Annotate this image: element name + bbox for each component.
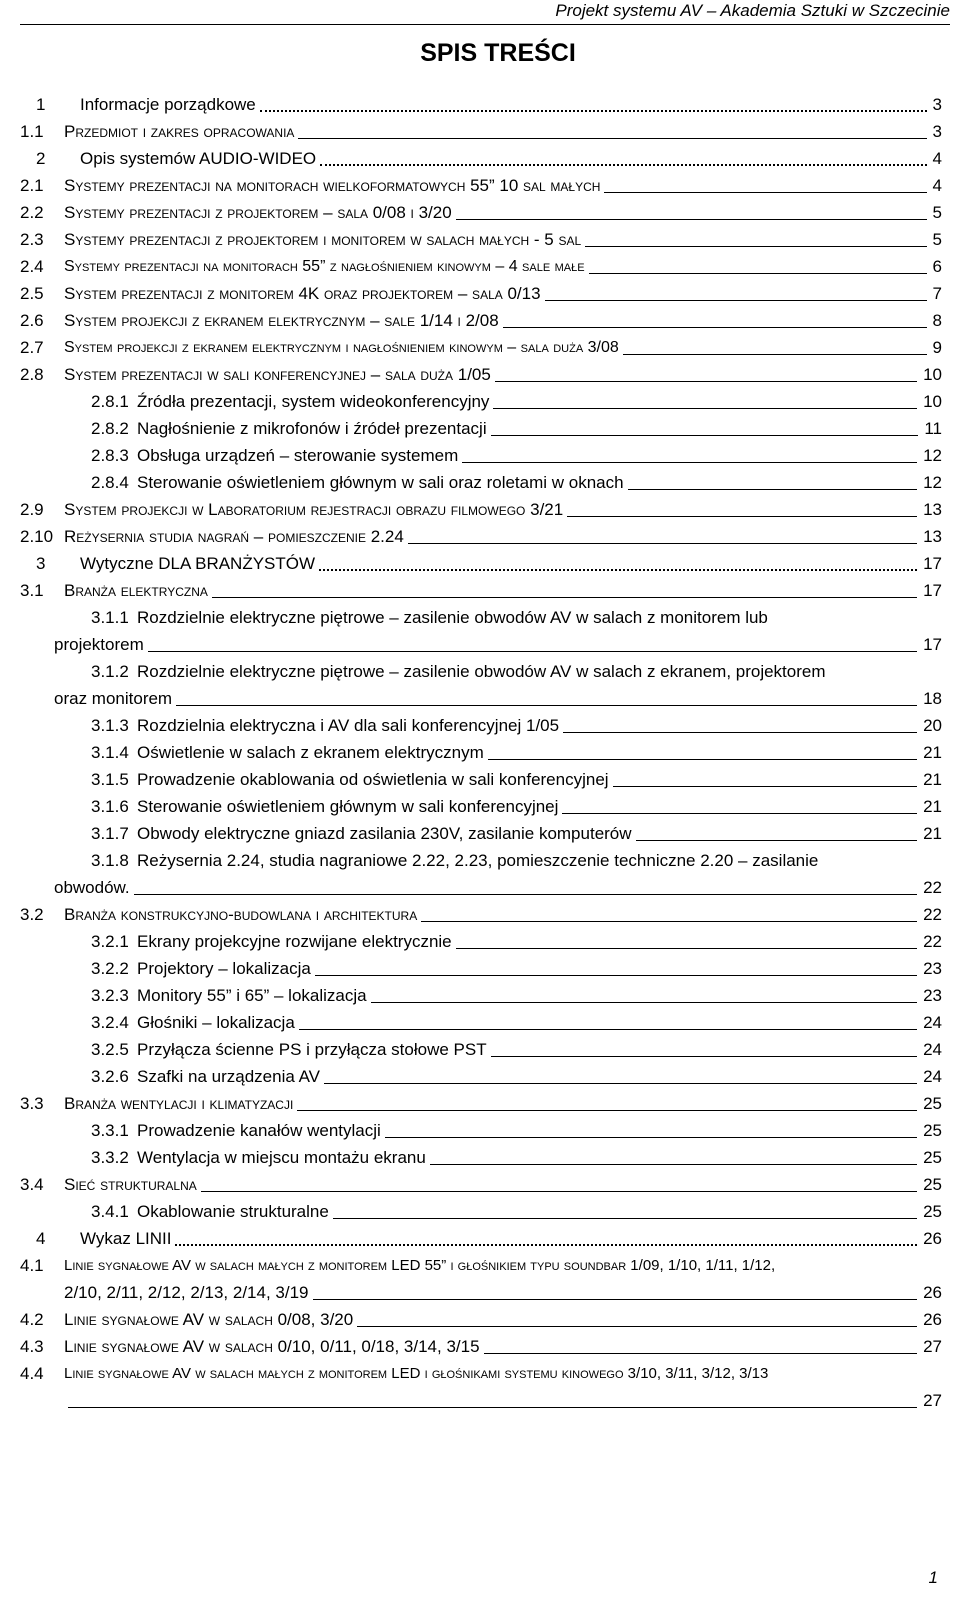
toc-entry[interactable] [0, 820, 942, 847]
toc-entry-title-continued: obwodów. [54, 878, 130, 897]
toc-entry-number: 3.2.4 [91, 1013, 129, 1032]
toc-entry-title: Rozdzielnie elektryczne piętrowe – zasilenie obwodów AV w salach z monitorem lub [137, 608, 768, 627]
toc-entry[interactable] [0, 604, 942, 658]
toc-entry-page: 21 [923, 797, 942, 816]
toc-leader [493, 388, 917, 409]
toc-leader [636, 820, 918, 841]
toc-entry-title: Sterowanie oświetleniem głównym w sali oraz roletami w oknach [137, 473, 624, 492]
toc-entry-page: 13 [923, 527, 942, 546]
toc-entry-title: Sieć strukturalna [64, 1175, 197, 1194]
toc-leader [563, 712, 917, 733]
toc-entry-page: 25 [923, 1121, 942, 1140]
toc-entry-number: 2.4 [20, 257, 44, 276]
toc-entry-page: 22 [923, 905, 942, 924]
toc-entry[interactable] [0, 1144, 942, 1171]
toc-leader [613, 766, 918, 787]
toc-leader [176, 685, 917, 706]
toc-entry-title: Wentylacja w miejscu montażu ekranu [137, 1148, 426, 1167]
toc-entry-line [0, 955, 942, 982]
toc-leader [385, 1117, 917, 1138]
toc-entry[interactable] [0, 658, 942, 712]
toc-entry[interactable] [0, 118, 942, 145]
toc-leader [491, 415, 919, 436]
toc-entry-number: 3.4.1 [91, 1202, 129, 1221]
toc-leader [628, 469, 917, 490]
toc-leader [562, 793, 917, 814]
toc-entry-title: Okablowanie strukturalne [137, 1202, 329, 1221]
toc-entry-line [0, 442, 942, 469]
toc-entry-line [0, 1063, 942, 1090]
toc-entry-number: 4 [36, 1229, 46, 1248]
toc-entry-title: Opis systemów AUDIO-WIDEO [80, 149, 317, 168]
toc-entry[interactable] [0, 766, 942, 793]
toc-entry[interactable] [0, 415, 942, 442]
toc-entry[interactable] [0, 550, 942, 577]
toc-title [0, 36, 960, 70]
toc-entry[interactable] [0, 280, 942, 307]
toc-entry-line [0, 469, 942, 496]
toc-entry[interactable] [0, 1198, 942, 1225]
toc-leader [488, 739, 917, 760]
header-rule [20, 24, 950, 25]
toc-entry-line [0, 334, 942, 361]
toc-entry-page: 23 [923, 986, 942, 1005]
toc-entry-title: Branża konstrukcyjno-budowlana i architektura [64, 905, 418, 924]
toc-entry-page: 3 [932, 95, 942, 114]
toc-entry-title: System projekcji z ekranem elektrycznym i nagłośnieniem kinowym – sala duża 3/08 [64, 339, 619, 356]
toc-entry-line [0, 388, 942, 415]
toc-entry-page: 21 [923, 824, 942, 843]
toc-entry-number: 2.1 [20, 176, 44, 195]
toc-entry-number: 2.3 [20, 230, 44, 249]
toc-entry-line [0, 1117, 942, 1144]
toc-entry-title: Linie sygnałowe AV w salach 0/08, 3/20 [64, 1310, 354, 1329]
toc-entry-page: 7 [932, 284, 942, 303]
toc-entry-page: 24 [923, 1013, 942, 1032]
toc-title-text: SPIS TREŚCI [420, 39, 576, 67]
toc-entry-page: 25 [923, 1094, 942, 1113]
toc-entry-number: 3.1.5 [91, 770, 129, 789]
toc-entry-number: 2.6 [20, 311, 44, 330]
toc-entry-number: 1.1 [20, 122, 44, 141]
toc-entry[interactable] [0, 712, 942, 739]
toc-entry[interactable] [0, 1225, 942, 1252]
toc-entry-page: 27 [923, 1337, 942, 1356]
toc-entry[interactable] [0, 523, 942, 550]
toc-leader [430, 1144, 917, 1165]
toc-entry-page: 11 [924, 419, 942, 438]
toc-entry[interactable] [0, 361, 942, 388]
toc-entry-line [0, 1009, 942, 1036]
toc-entry-line [0, 1144, 942, 1171]
toc-entry-number: 2.2 [20, 203, 44, 222]
toc-entry-line [0, 793, 942, 820]
toc-entry-title: Szafki na urządzenia AV [137, 1067, 321, 1086]
toc-entry-page: 22 [923, 932, 942, 951]
toc-entry[interactable] [0, 496, 942, 523]
toc-leader [260, 91, 927, 112]
toc-entry-title: Głośniki – lokalizacja [137, 1013, 295, 1032]
toc-leader [604, 172, 926, 193]
toc-leader [567, 496, 917, 517]
toc-entry-number: 2 [36, 149, 46, 168]
toc-entry-page: 17 [923, 635, 942, 654]
running-header: Projekt systemu AV – Akademia Sztuki w Szczecinie [555, 1, 950, 20]
toc-entry-title: Linie sygnałowe AV w salach małych z monitorem LED i głośnikami systemu kinowego 3/10, 3/11, 3/12, 3/13 [64, 1365, 769, 1382]
toc-entry-number: 3.2.6 [91, 1067, 129, 1086]
toc-entry-title-continued: projektorem [54, 635, 144, 654]
toc-entry-title: Ekrany projekcyjne rozwijane elektrycznie [137, 932, 452, 951]
toc-entry-title: Rozdzielnie elektryczne piętrowe – zasilenie obwodów AV w salach z ekranem, projektorem [137, 662, 826, 681]
toc-entry-number: 2.9 [20, 500, 44, 519]
toc-entry-page: 3 [932, 122, 942, 141]
toc-entry-line [0, 901, 942, 928]
toc-leader [357, 1306, 917, 1327]
toc-entry-line [0, 226, 942, 253]
toc-leader [623, 334, 927, 355]
toc-entry-number: 2.8.4 [91, 473, 129, 492]
toc-entry-number: 3.4 [20, 1175, 44, 1194]
toc-entry-line [0, 982, 942, 1009]
toc-leader [175, 1225, 917, 1246]
toc-leader [456, 199, 927, 220]
toc-entry-title: Branża elektryczna [64, 581, 208, 600]
toc-entry[interactable] [0, 469, 942, 496]
toc-entry-page: 21 [923, 743, 942, 762]
toc-entry-line [0, 766, 942, 793]
toc-entry-line [0, 874, 942, 901]
toc-entry-line [0, 145, 942, 172]
toc-entry-page: 27 [923, 1391, 942, 1410]
toc-entry-line [0, 280, 942, 307]
toc-entry-number: 3.1.7 [91, 824, 129, 843]
toc-entry-line [0, 415, 942, 442]
toc-leader [319, 550, 917, 571]
toc-leader [589, 253, 927, 274]
toc-entry[interactable] [0, 577, 942, 604]
toc-entry-page: 8 [932, 311, 942, 330]
toc-entry-number: 2.7 [20, 338, 44, 357]
toc-entry[interactable] [0, 847, 942, 901]
toc-entry-number: 4.2 [20, 1310, 44, 1329]
toc-entry-number: 1 [36, 95, 46, 114]
toc-entry-line [0, 1198, 942, 1225]
toc-entry-line [0, 523, 942, 550]
toc-entry-line [0, 1279, 942, 1306]
toc-entry[interactable] [0, 1117, 942, 1144]
toc-entry-title: Przedmiot i zakres opracowania [64, 122, 295, 141]
toc-entry-page: 4 [932, 149, 942, 168]
toc-entry-title: Wykaz LINII [80, 1229, 172, 1248]
toc-entry-page: 24 [923, 1067, 942, 1086]
toc-entry-number: 3 [36, 554, 46, 573]
toc-entry-title: System projekcji w Laboratorium rejestracji obrazu filmowego 3/21 [64, 500, 564, 519]
toc-entry-line [0, 1252, 942, 1279]
toc-leader [421, 901, 917, 922]
toc-entry-page: 10 [923, 392, 942, 411]
toc-entry-title: Systemy prezentacji z projektorem i monitorem w salach małych - 5 sal [64, 230, 582, 249]
toc-entry-page: 5 [932, 203, 942, 222]
toc-entry-line [0, 847, 942, 874]
toc-entry[interactable] [0, 442, 942, 469]
toc-entry-line [0, 1306, 942, 1333]
toc-entry-line [0, 928, 942, 955]
toc-leader [148, 631, 917, 652]
toc-entry-line [0, 1387, 942, 1414]
toc-leader [297, 1090, 917, 1111]
toc-entry-title: Wytyczne DLA BRANŻYSTÓW [80, 554, 316, 573]
toc-entry[interactable] [0, 793, 942, 820]
toc-entry[interactable] [0, 172, 942, 199]
toc-entry-page: 13 [923, 500, 942, 519]
toc-entry-page: 5 [932, 230, 942, 249]
toc-entry-title: Oświetlenie w salach z ekranem elektrycznym [137, 743, 484, 762]
toc-entry-page: 12 [923, 446, 942, 465]
toc-entry-line [0, 172, 942, 199]
toc-entry-title: Obwody elektryczne gniazd zasilania 230V, zasilanie komputerów [137, 824, 632, 843]
toc-entry[interactable] [0, 1090, 942, 1117]
toc-entry-page: 26 [923, 1283, 942, 1302]
toc-entry[interactable] [0, 253, 942, 280]
toc-entry-title: Linie sygnałowe AV w salach małych z monitorem LED 55” i głośnikiem typu soundbar 1/09, 1/10, 1/11, 1/12, [64, 1257, 776, 1274]
toc-leader [320, 145, 926, 166]
toc-entry-line [0, 1090, 942, 1117]
toc-entry-number: 2.5 [20, 284, 44, 303]
toc-entry-number: 3.2.5 [91, 1040, 129, 1059]
toc-entry[interactable] [0, 739, 942, 766]
toc-leader [456, 928, 917, 949]
toc-entry-title: System prezentacji w sali konferencyjnej – sala duża 1/05 [64, 365, 491, 384]
toc-entry-title: Projektory – lokalizacja [137, 959, 311, 978]
toc-entry-number: 3.1 [20, 581, 44, 600]
toc-leader [545, 280, 927, 301]
toc-entry-line [0, 820, 942, 847]
toc-entry-number: 3.3 [20, 1094, 44, 1113]
toc-entry[interactable] [0, 1036, 942, 1063]
toc-entry-page: 26 [923, 1310, 942, 1329]
toc-entry-number: 3.2.1 [91, 932, 129, 951]
toc-entry-title: System projekcji z ekranem elektrycznym – sale 1/14 i 2/08 [64, 311, 499, 330]
toc-entry-line [0, 1171, 942, 1198]
toc-leader [462, 442, 917, 463]
toc-entry-title-continued: oraz monitorem [54, 689, 173, 708]
toc-entry[interactable] [0, 1063, 942, 1090]
toc-entry[interactable] [0, 388, 942, 415]
toc-entry-title: Prowadzenie kanałów wentylacji [137, 1121, 381, 1140]
toc-entry-number: 3.1.6 [91, 797, 129, 816]
toc-entry-number: 2.10 [20, 527, 54, 546]
toc-entry-page: 24 [923, 1040, 942, 1059]
toc-entry-number: 3.2 [20, 905, 44, 924]
toc-entry-page: 22 [923, 878, 942, 897]
toc-entry-page: 25 [923, 1175, 942, 1194]
toc-leader [408, 523, 917, 544]
toc-entry-page: 17 [923, 581, 942, 600]
toc-entry-number: 3.2.2 [91, 959, 129, 978]
toc-entry-title: Systemy prezentacji na monitorach wielkoformatowych 55” 10 sal małych [64, 176, 601, 195]
toc-entry-number: 3.1.1 [91, 608, 129, 627]
toc-entry-line [0, 118, 942, 145]
toc-leader [495, 361, 917, 382]
toc-entry-title: Branża wentylacji i klimatyzacji [64, 1094, 294, 1113]
toc-entry-number: 3.3.1 [91, 1121, 129, 1140]
toc-leader [134, 874, 917, 895]
toc-entry-page: 25 [923, 1202, 942, 1221]
toc-entry[interactable] [0, 1333, 942, 1360]
toc-leader [324, 1063, 917, 1084]
toc-entry-line [0, 1036, 942, 1063]
toc-entry-title: Informacje porządkowe [80, 95, 256, 114]
toc-entry-line [0, 712, 942, 739]
toc-entry-page: 21 [923, 770, 942, 789]
toc-leader [333, 1198, 917, 1219]
toc-entry-line [0, 1225, 942, 1252]
toc-entry-line [0, 604, 942, 631]
toc-entry-page: 25 [923, 1148, 942, 1167]
toc-entry-number: 3.1.8 [91, 851, 129, 870]
toc-leader [298, 118, 926, 139]
toc-leader [491, 1036, 917, 1057]
toc-entry-title: Monitory 55” i 65” – lokalizacja [137, 986, 367, 1005]
toc-entry[interactable] [0, 1171, 942, 1198]
toc-entry[interactable] [0, 955, 942, 982]
toc-entry-title: Systemy prezentacji na monitorach 55” z nagłośnieniem kinowym – 4 sale małe [64, 258, 585, 275]
toc-leader [371, 982, 917, 1003]
toc-entry-line [0, 1360, 942, 1387]
toc-entry-number: 3.2.3 [91, 986, 129, 1005]
toc-entry-line [0, 199, 942, 226]
toc-entry-title: Obsługa urządzeń – sterowanie systemem [137, 446, 459, 465]
toc-entry-number: 3.1.4 [91, 743, 129, 762]
toc-entry[interactable] [0, 91, 942, 118]
toc-entry-page: 20 [923, 716, 942, 735]
toc-leader [484, 1333, 918, 1354]
toc-entry-line [0, 496, 942, 523]
toc-entry[interactable] [0, 334, 942, 361]
toc-entry-title: Reżysernia studia nagrań – pomieszczenie 2.24 [64, 527, 404, 546]
toc-entry[interactable] [0, 1252, 942, 1306]
toc-entry-title: Nagłośnienie z mikrofonów i źródeł prezentacji [137, 419, 487, 438]
toc-entry-number: 2.8 [20, 365, 44, 384]
toc-entry-line [0, 1333, 942, 1360]
toc-entry-line [0, 577, 942, 604]
toc-entry-title: Systemy prezentacji z projektorem – sala 0/08 i 3/20 [64, 203, 452, 222]
toc-entry-number: 3.3.2 [91, 1148, 129, 1167]
toc-leader [68, 1387, 917, 1408]
toc-leader [212, 577, 917, 598]
toc-entry[interactable] [0, 1306, 942, 1333]
toc-entry-page: 18 [923, 689, 942, 708]
toc-leader [315, 955, 917, 976]
toc-entry-line [0, 361, 942, 388]
toc-entry-title: System prezentacji z monitorem 4K oraz projektorem – sala 0/13 [64, 284, 541, 303]
toc-entry-number: 2.8.1 [91, 392, 129, 411]
toc-entry-line [0, 658, 942, 685]
toc-entry-page: 4 [932, 176, 942, 195]
toc-entry[interactable] [0, 1009, 942, 1036]
page-number: 1 [928, 1568, 938, 1587]
toc-entry-title: Rozdzielnia elektryczna i AV dla sali konferencyjnej 1/05 [137, 716, 560, 735]
toc-entry-line [0, 307, 942, 334]
toc-entry[interactable] [0, 982, 942, 1009]
toc-entry-title: Prowadzenie okablowania od oświetlenia w sali konferencyjnej [137, 770, 609, 789]
toc-entry-page: 12 [923, 473, 942, 492]
toc-entry-number: 2.8.3 [91, 446, 129, 465]
toc-entry-number: 4.1 [20, 1256, 44, 1275]
toc-leader [503, 307, 927, 328]
toc-entry-number: 4.4 [20, 1364, 44, 1383]
toc-entry-number: 4.3 [20, 1337, 44, 1356]
toc-entry-line [0, 631, 942, 658]
toc-entry-page: 10 [923, 365, 942, 384]
toc-leader [299, 1009, 917, 1030]
toc-entry-number: 3.1.2 [91, 662, 129, 681]
toc-entry[interactable] [0, 928, 942, 955]
toc-entry-title-continued: 2/10, 2/11, 2/12, 2/13, 2/14, 3/19 [64, 1283, 309, 1302]
toc-entry-page: 26 [923, 1229, 942, 1248]
toc-entry-line [0, 253, 942, 280]
toc-entry-title: Źródła prezentacji, system wideokonferencyjny [137, 392, 490, 411]
toc-entry-page: 23 [923, 959, 942, 978]
toc-entry[interactable] [0, 307, 942, 334]
toc-entry[interactable] [0, 901, 942, 928]
toc-entry-page: 6 [932, 257, 942, 276]
toc-entry-line [0, 685, 942, 712]
toc-entry-line [0, 550, 942, 577]
toc-entry-page: 9 [932, 338, 942, 357]
toc-entry-number: 3.1.3 [91, 716, 129, 735]
toc-entry[interactable] [0, 1360, 942, 1414]
toc-entry-title: Linie sygnałowe AV w salach 0/10, 0/11, 0/18, 3/14, 3/15 [64, 1337, 480, 1356]
toc-entry-line [0, 739, 942, 766]
toc-entry-title: Reżysernia 2.24, studia nagraniowe 2.22, 2.23, pomieszczenie techniczne 2.20 – zasilanie [137, 851, 819, 870]
toc-entry-title: Sterowanie oświetleniem głównym w sali konferencyjnej [137, 797, 559, 816]
toc-entry-number: 2.8.2 [91, 419, 129, 438]
toc-leader [313, 1279, 918, 1300]
toc-entry-page: 17 [923, 554, 942, 573]
toc-entry[interactable] [0, 145, 942, 172]
toc-entry[interactable] [0, 199, 942, 226]
toc-leader [585, 226, 926, 247]
toc-entry-title: Przyłącza ścienne PS i przyłącza stołowe PST [137, 1040, 487, 1059]
toc-entry-line [0, 91, 942, 118]
toc-entry[interactable] [0, 226, 942, 253]
toc-leader [201, 1171, 917, 1192]
